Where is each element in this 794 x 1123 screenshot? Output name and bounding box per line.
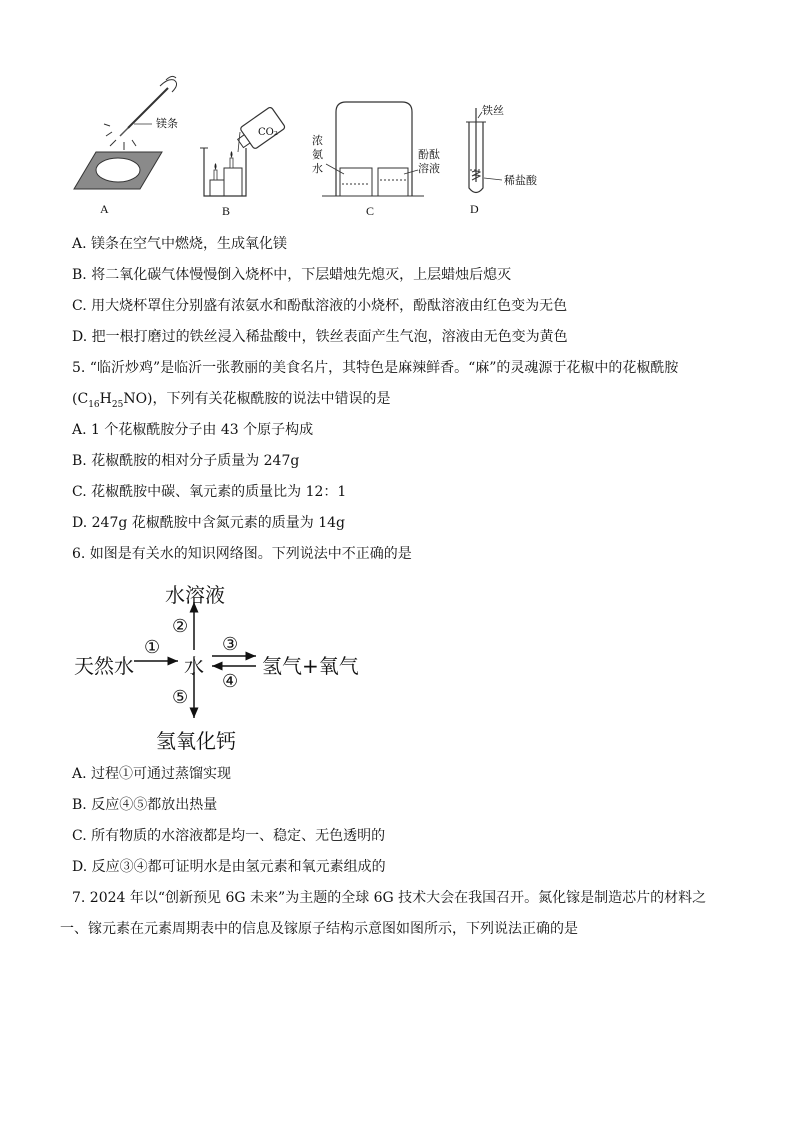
q6-stem: 6. 如图是有关水的知识网络图。下列说法中不正确的是 [72, 546, 412, 562]
process-label-3: ③ [222, 634, 239, 655]
process-label-4: ④ [222, 671, 239, 692]
label-phenolphthalein: 酚酞溶液 [418, 148, 440, 175]
label-magnesium-ribbon: 镁条 [156, 117, 178, 130]
q6-option-b: B. 反应④⑤都放出热量 [72, 797, 218, 813]
q5-option-b: B. 花椒酰胺的相对分子质量为 247g [72, 453, 300, 469]
figure-a-magnesium-burning [74, 76, 177, 189]
caption-d: D [470, 202, 479, 216]
caption-b: B [222, 204, 231, 218]
q5-option-d: D. 247g 花椒酰胺中含氮元素的质量为 14g [72, 515, 345, 531]
q7-stem-line-1: 7. 2024 年以“创新预见 6G 未来”为主题的全球 6G 技术大会在我国召开。氮化镓是制造芯片的材料之 [72, 890, 707, 906]
caption-c: C [366, 204, 375, 218]
caption-a: A [100, 202, 109, 216]
label-dilute-hcl: 稀盐酸 [504, 174, 537, 187]
node-hydrogen-oxygen: 氢气+氧气 [262, 654, 359, 678]
q4-option-a: A. 镁条在空气中燃烧，生成氧化镁 [72, 236, 288, 252]
q4-option-c: C. 用大烧杯罩住分别盛有浓氨水和酚酞溶液的小烧杯，酚酞溶液由红色变为无色 [72, 298, 568, 314]
figure-c-bell-jar [322, 102, 424, 196]
q4-option-d: D. 把一根打磨过的铁丝浸入稀盐酸中，铁丝表面产生气泡，溶液由无色变为黄色 [72, 329, 568, 345]
q6-option-d: D. 反应③④都可证明水是由氢元素和氧元素组成的 [72, 859, 386, 875]
q7-stem-line-2: 一、镓元素在元素周期表中的信息及镓原子结构示意图如图所示，下列说法正确的是 [60, 921, 578, 937]
node-calcium-hydroxide: 氢氧化钙 [156, 729, 236, 753]
label-conc-ammonia: 浓氨水 [312, 134, 323, 175]
process-label-2: ② [172, 616, 189, 637]
q5-stem-line-1: 5. “临沂炒鸡”是临沂一张教丽的美食名片，其特色是麻辣鲜香。“麻”的灵魂源于花椒中的花椒酰胺 [72, 360, 679, 376]
q6-option-a: A. 过程①可通过蒸馏实现 [72, 766, 232, 782]
q5-option-a: A. 1 个花椒酰胺分子由 43 个原子构成 [72, 422, 314, 438]
q4-option-b: B. 将二氧化碳气体慢慢倒入烧杯中，下层蜡烛先熄灭，上层蜡烛后熄灭 [72, 267, 512, 283]
node-natural-water: 天然水 [74, 654, 134, 678]
q5-option-c: C. 花椒酰胺中碳、氧元素的质量比为 12：1 [72, 484, 347, 500]
q5-stem-line-2: $(C_{16}H_{25}NO)$，下列有关花椒酰胺的说法中错误的是 [72, 391, 391, 410]
figure-d-test-tube [466, 108, 502, 193]
experiment-figures [0, 0, 794, 230]
label-iron-wire: 铁丝 [482, 104, 504, 117]
q6-option-c: C. 所有物质的水溶液都是均一、稳定、无色透明的 [72, 828, 386, 844]
process-label-1: ① [144, 637, 161, 658]
figure-b-co2-candles [200, 106, 286, 196]
label-co2: CO₂ [258, 127, 278, 138]
node-aqueous-solution: 水溶液 [165, 583, 225, 607]
node-water: 水 [184, 654, 204, 678]
process-label-5: ⑤ [172, 687, 189, 708]
